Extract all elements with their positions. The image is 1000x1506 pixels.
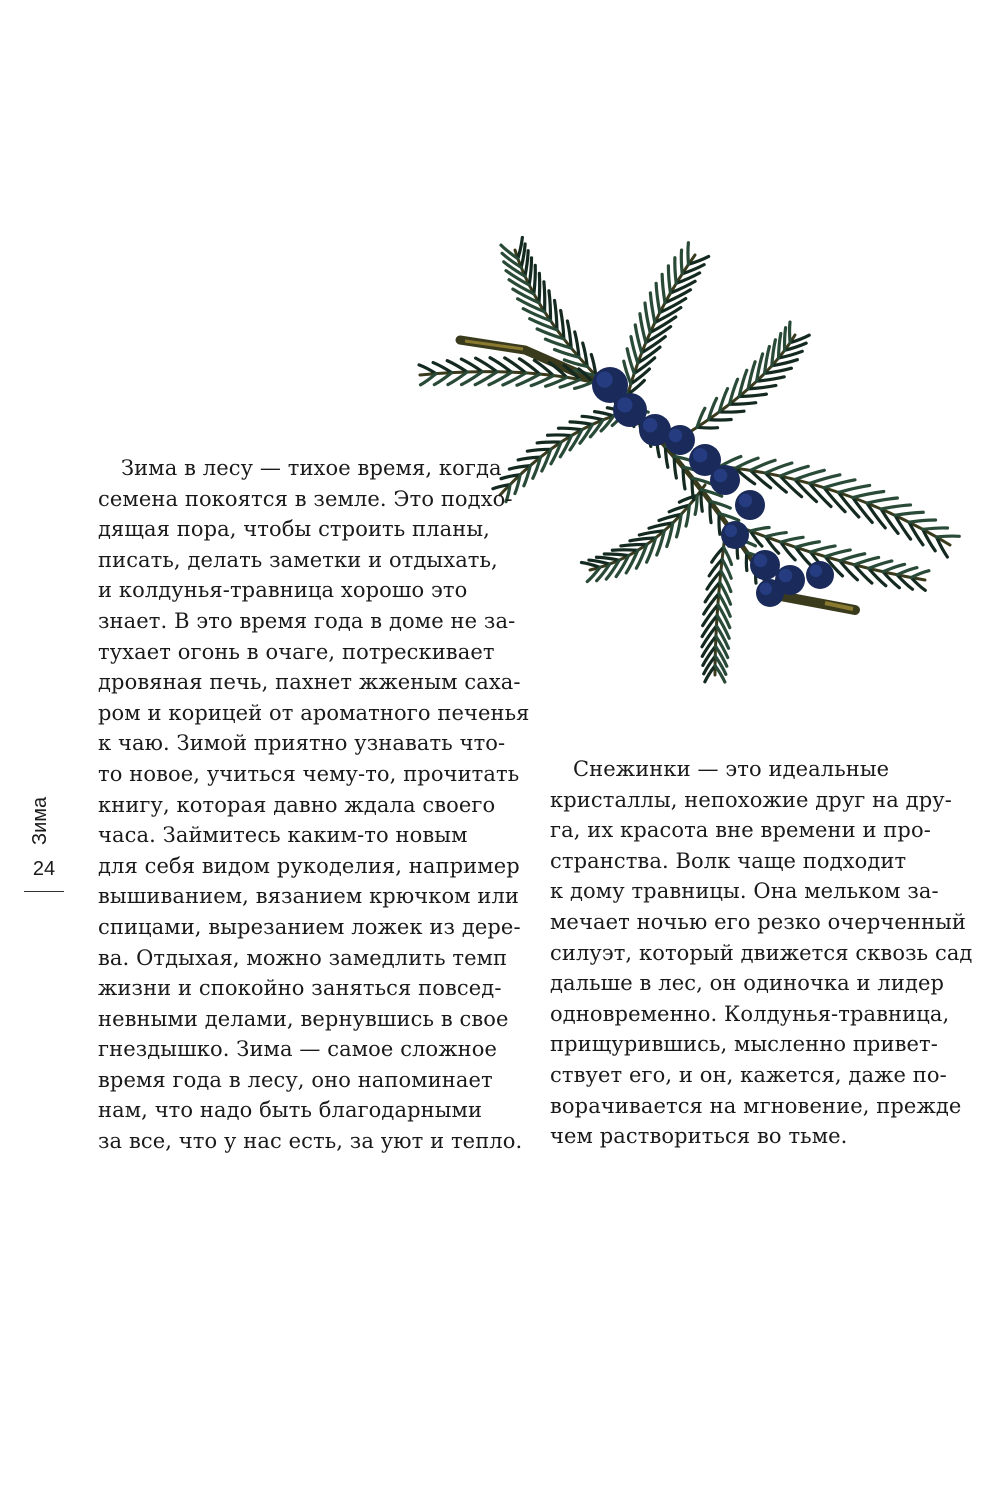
- text-line: силуэт, который движется сквозь сад: [550, 940, 973, 965]
- text-line: дровяная печь, пахнет жженым саха-: [98, 670, 521, 695]
- folio-rule: [24, 891, 64, 892]
- text-line: Снежинки — это идеальные: [573, 757, 890, 781]
- text-line: знает. В это время года в доме не за-: [98, 608, 516, 633]
- text-line: ворачивается на мгновение, прежде: [550, 1093, 962, 1118]
- text-line: семена покоятся в земле. Это подхо-: [98, 486, 513, 511]
- text-line: часа. Займитесь каким-то новым: [98, 823, 468, 848]
- text-line: к чаю. Зимой приятно узнавать что-: [98, 731, 506, 756]
- text-line: ром и корицей от ароматного печенья: [98, 700, 530, 725]
- right-column-paragraph: [550, 754, 973, 1152]
- text-line: жизни и спокойно заняться повсед-: [98, 976, 502, 1001]
- text-line: спицами, вырезанием ложек из дере-: [98, 914, 521, 939]
- text-line: то новое, учиться чему-то, прочитать: [98, 761, 520, 786]
- text-line: кристаллы, непохожие друг на дру-: [550, 787, 952, 812]
- text-line: к дому травницы. Она мельком за-: [550, 879, 939, 904]
- text-line: невными делами, вернувшись в свое: [98, 1006, 509, 1031]
- text-line: га, их красота вне времени и про-: [550, 818, 931, 843]
- text-line: и колдунья-травница хорошо это: [98, 578, 468, 603]
- text-line: время года в лесу, оно напоминает: [98, 1067, 493, 1092]
- text-line: дящая пора, чтобы строить планы,: [98, 517, 490, 542]
- text-line: ва. Отдыхая, можно замедлить темп: [98, 945, 508, 970]
- text-line: чем раствориться во тьме.: [550, 1124, 848, 1149]
- text-line: прищурившись, мысленно привет-: [550, 1032, 938, 1057]
- text-line: Зима в лесу — тихое время, когда: [121, 456, 502, 480]
- text-line: мечает ночью его резко очерченный: [550, 909, 967, 934]
- running-section-title: Зима: [29, 796, 51, 845]
- left-column-paragraph: [98, 453, 530, 1157]
- text-line: гнездышко. Зима — самое сложное: [98, 1037, 498, 1062]
- text-line: за все, что у нас есть, за уют и тепло.: [98, 1129, 523, 1154]
- text-line: тухает огонь в очаге, потрескивает: [98, 639, 495, 664]
- text-line: дальше в лес, он одиночка и лидер: [550, 971, 945, 996]
- text-line: писать, делать заметки и отдыхать,: [98, 547, 498, 572]
- text-line: ствует его, и он, кажется, даже по-: [550, 1062, 947, 1087]
- text-line: книгу, которая давно ждала своего: [98, 792, 496, 817]
- text-line: нам, что надо быть благодарными: [98, 1098, 483, 1123]
- text-line: для себя видом рукоделия, например: [98, 853, 520, 878]
- text-line: странства. Волк чаще подходит: [550, 848, 907, 873]
- page-number: 24: [32, 858, 56, 880]
- text-line: вышиванием, вязанием крючком или: [98, 884, 520, 909]
- text-line: одновременно. Колдунья-травница,: [550, 1001, 950, 1026]
